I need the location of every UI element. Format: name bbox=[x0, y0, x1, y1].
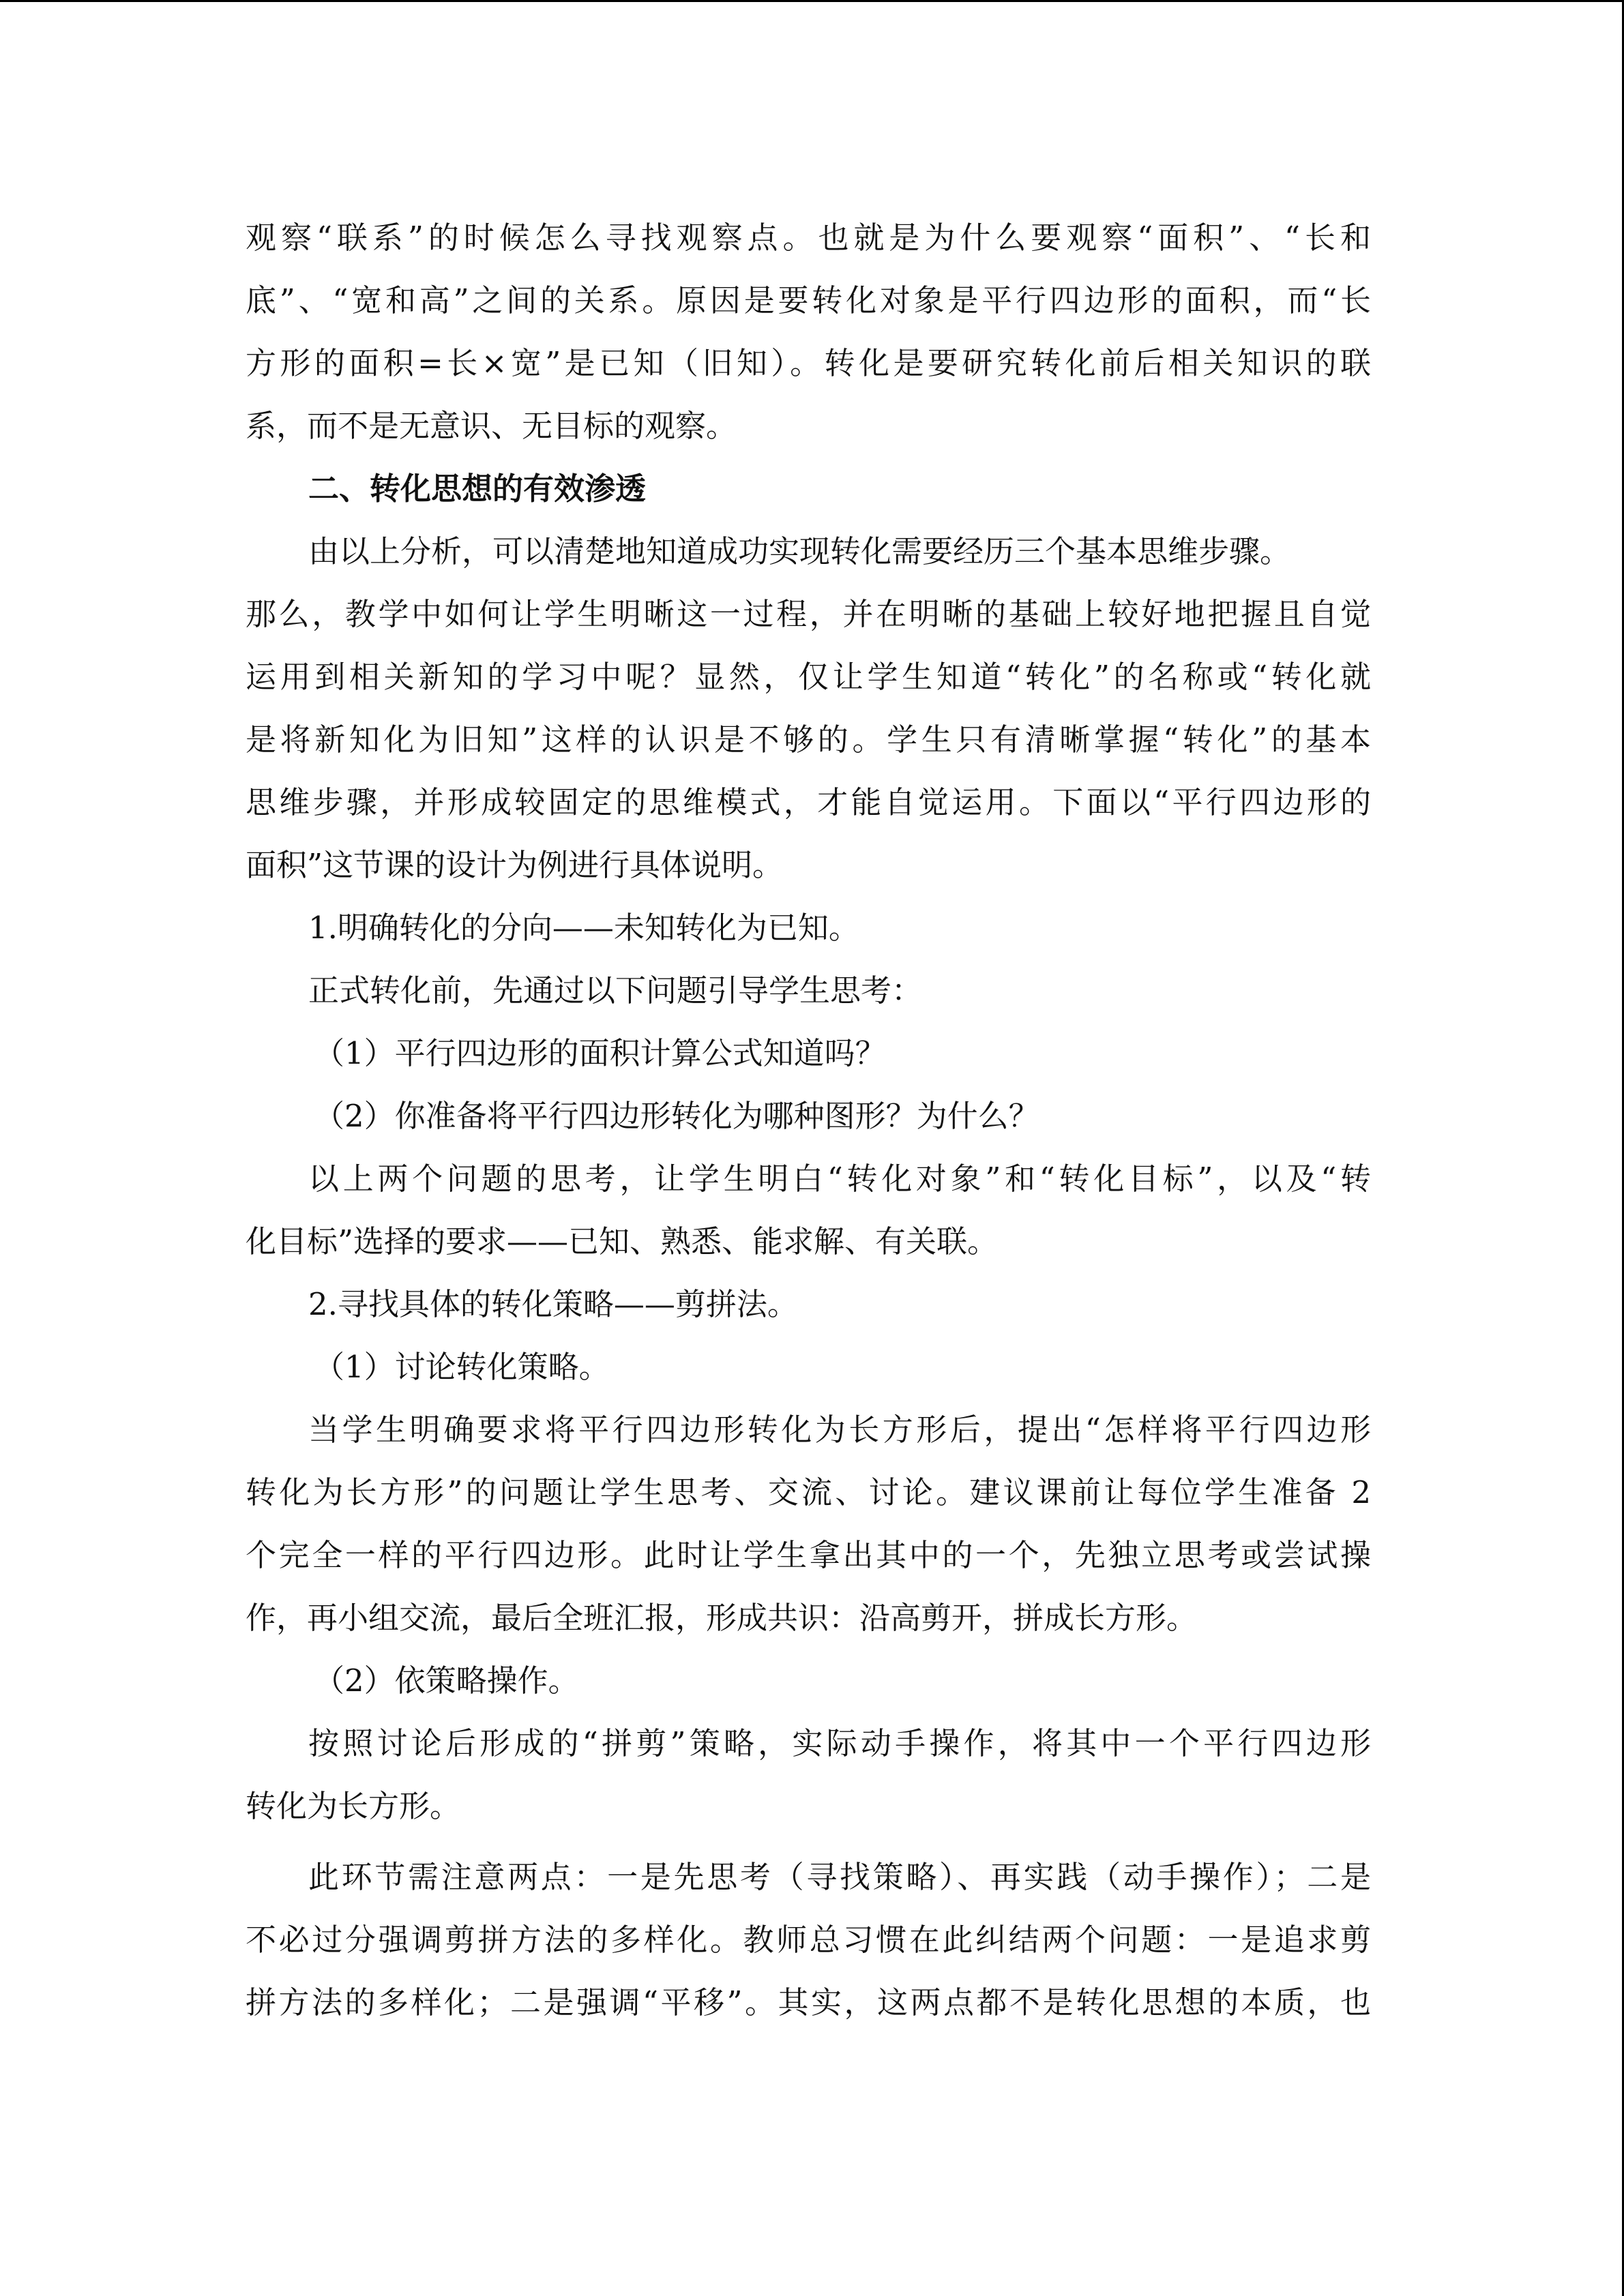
text-line: 运用到相关新知的学习中呢？显然，仅让学生知道“转化”的名称或“转化就 bbox=[246, 659, 1371, 695]
question-2: （2）你准备将平行四边形转化为哪种图形？为什么？ bbox=[314, 1098, 1039, 1134]
question-1: （1）平行四边形的面积计算公式知道吗？ bbox=[314, 1035, 886, 1071]
document-body bbox=[246, 207, 1371, 2034]
text-line: 转化为长方形”的问题让学生思考、交流、讨论。建议课前让每位学生准备 2 bbox=[246, 1474, 1371, 1510]
paragraph-conversion-goal bbox=[246, 1148, 1371, 1273]
text-line: 方形的面积=长×宽”是已知（旧知）。转化是要研究转化前后相关知识的联 bbox=[246, 345, 1371, 381]
sub-item-2: （2）依策略操作。 bbox=[314, 1663, 579, 1699]
paragraph-observation bbox=[246, 207, 1371, 458]
text-line: 底”、“宽和高”之间的关系。原因是要转化对象是平行四边形的面积，而“长 bbox=[246, 282, 1371, 318]
text-line: 作，再小组交流，最后全班汇报，形成共识：沿高剪开，拼成长方形。 bbox=[246, 1600, 1198, 1636]
text-line: 个完全一样的平行四边形。此时让学生拿出其中的一个，先独立思考或尝试操 bbox=[246, 1537, 1371, 1573]
text-line: 此环节需注意两点：一是先思考（寻找策略）、再实践（动手操作）；二是 bbox=[308, 1859, 1371, 1895]
section-heading: 二、转化思想的有效渗透 bbox=[308, 471, 647, 507]
text-line: 由以上分析，可以清楚地知道成功实现转化需要经历三个基本思维步骤。 bbox=[308, 533, 1291, 569]
text-line: 转化为长方形。 bbox=[246, 1788, 461, 1824]
text-line: 按照讨论后形成的“拼剪”策略，实际动手操作，将其中一个平行四边形 bbox=[308, 1725, 1371, 1761]
text-line: 拼方法的多样化；二是强调“平移”。其实，这两点都不是转化思想的本质，也 bbox=[246, 1984, 1371, 2021]
text-line: 当学生明确要求将平行四边形转化为长方形后，提出“怎样将平行四边形 bbox=[308, 1412, 1371, 1448]
text-line: 不必过分强调剪拼方法的多样化。教师总习惯在此纠结两个问题：一是追求剪 bbox=[246, 1922, 1371, 1958]
text-line: 面积”这节课的设计为例进行具体说明。 bbox=[246, 847, 784, 883]
paragraph-discussion bbox=[246, 1399, 1371, 1650]
paragraph-analysis bbox=[246, 520, 1371, 897]
list-item-2: 2.寻找具体的转化策略——剪拼法。 bbox=[308, 1286, 798, 1322]
paragraph-operation bbox=[246, 1712, 1371, 1838]
list-item-1: 1.明确转化的分向——未知转化为已知。 bbox=[308, 910, 859, 946]
text-line: 系，而不是无意识、无目标的观察。 bbox=[246, 408, 737, 444]
text-line: 观察“联系”的时候怎么寻找观察点。也就是为什么要观察“面积”、“长和 bbox=[246, 220, 1371, 256]
paragraph-notes bbox=[246, 1846, 1371, 2034]
paragraph-intro-questions: 正式转化前，先通过以下问题引导学生思考： bbox=[308, 972, 923, 1009]
text-line: 那么，教学中如何让学生明晰这一过程，并在明晰的基础上较好地把握且自觉 bbox=[246, 596, 1371, 632]
text-line: 化目标”选择的要求——已知、熟悉、能求解、有关联。 bbox=[246, 1223, 999, 1259]
sub-item-1: （1）讨论转化策略。 bbox=[314, 1349, 610, 1385]
text-line: 思维步骤，并形成较固定的思维模式，才能自觉运用。下面以“平行四边形的 bbox=[246, 784, 1371, 820]
text-line: 以上两个问题的思考，让学生明白“转化对象”和“转化目标”，以及“转 bbox=[308, 1161, 1371, 1197]
text-line: 是将新知化为旧知”这样的认识是不够的。学生只有清晰掌握“转化”的基本 bbox=[246, 721, 1371, 758]
